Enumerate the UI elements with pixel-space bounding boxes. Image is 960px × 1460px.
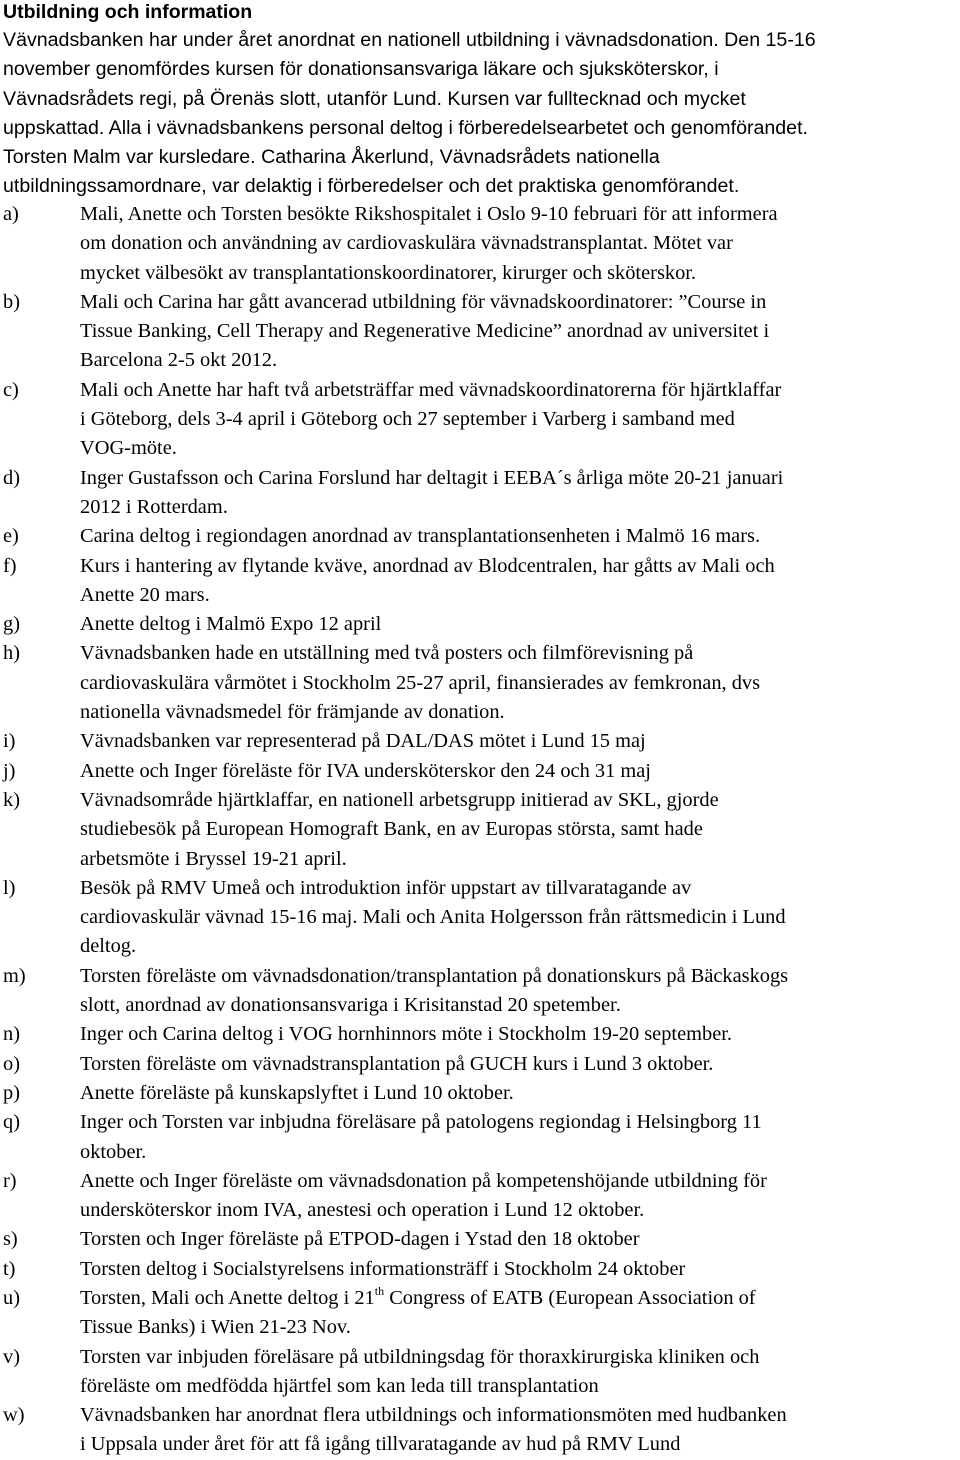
list-item-line: om donation och användning av cardiovaskulära vävnadstransplantat. Mötet var — [80, 232, 733, 255]
list-item-line: Tissue Banks) i Wien 21-23 Nov. — [80, 1316, 351, 1339]
list-item — [0, 757, 960, 786]
list-item — [0, 727, 960, 756]
ordinal-superscript: th — [374, 1283, 385, 1298]
intro-line: uppskattad. Alla i vävnadsbankens personal deltog i förberedelsearbetet och genomförandet. — [3, 116, 808, 139]
list-item-line: Inger och Torsten var inbjudna föreläsare på patologens regiondag i Helsingborg 11 — [80, 1111, 762, 1134]
list-item-marker: l) — [3, 876, 16, 899]
list-item-line: i Uppsala under året för att få igång tillvaratagande av hud på RMV Lund — [80, 1433, 681, 1456]
list-item — [0, 1401, 960, 1460]
list-item-marker: j) — [3, 759, 16, 782]
list-item-marker: m) — [3, 964, 26, 987]
intro-line: utbildningssamordnare, var delaktig i förberedelser och det praktiska genomförandet. — [3, 175, 740, 198]
list-item — [0, 1255, 960, 1284]
intro-line: november genomfördes kursen för donationsansvariga läkare och sjuksköterskor, i — [3, 58, 719, 81]
list-item-text — [80, 786, 960, 874]
list-item-line: Besök på RMV Umeå och introduktion inför uppstart av tillvaratagande av — [80, 876, 692, 899]
list-item-text — [80, 1108, 960, 1167]
list-item-line: Torsten föreläste om vävnadsdonation/transplantation på donationskurs på Bäckaskogs — [80, 964, 789, 987]
list-item-line: Mali och Anette har haft två arbetsträffar med vävnadskoordinatorerna för hjärtklaffar — [80, 378, 782, 401]
list-item-marker: v) — [3, 1345, 20, 1368]
list-item-line: Kurs i hantering av flytande kväve, anordnad av Blodcentralen, har gåtts av Mali och — [80, 554, 775, 577]
list-item — [0, 1108, 960, 1167]
list-item-line: föreläste om medfödda hjärtfel som kan leda till transplantation — [80, 1374, 599, 1397]
list-item-line: 2012 i Rotterdam. — [80, 495, 228, 518]
list-item-text — [80, 376, 960, 464]
list-item-line: Inger Gustafsson och Carina Forslund har deltagit i EEBA´s årliga möte 20-21 januari — [80, 466, 784, 489]
list-item — [0, 288, 960, 376]
list-item-line: Vävnadsbanken hade en utställning med två posters och filmförevisning på — [80, 642, 694, 665]
list-item-text — [80, 552, 960, 611]
list-item — [0, 1284, 960, 1343]
list-item-line: studiebesök på European Homograft Bank, en av Europas största, samt hade — [80, 818, 703, 841]
list-item-line: Torsten var inbjuden föreläsare på utbildningsdag för thoraxkirurgiska kliniken och — [80, 1345, 760, 1368]
list-item-text — [80, 200, 960, 288]
list-item — [0, 376, 960, 464]
intro-line: Vävnadsrådets regi, på Örenäs slott, utanför Lund. Kursen var fulltecknad och mycket — [3, 87, 746, 110]
list-item-marker: s) — [3, 1228, 18, 1251]
list-item-text — [80, 757, 960, 786]
list-item-text — [80, 1284, 960, 1343]
list-item-text — [80, 522, 960, 551]
list-item-text — [80, 464, 960, 523]
list-item-line: VOG-möte. — [80, 437, 177, 460]
list-item-line: Vävnadsområde hjärtklaffar, en nationell arbetsgrupp initierad av SKL, gjorde — [80, 788, 719, 811]
list-item — [0, 639, 960, 727]
list-item — [0, 786, 960, 874]
line-text: Torsten, Mali och Anette deltog i 21 — [80, 1286, 375, 1309]
list-item-marker: r) — [3, 1169, 17, 1192]
list-item-line: oktober. — [80, 1140, 147, 1163]
list-item-line: i Göteborg, dels 3-4 april i Göteborg och 27 september i Varberg i samband med — [80, 408, 735, 431]
list-item-marker: a) — [3, 203, 19, 225]
list-item-text — [80, 1401, 960, 1460]
list-item-line: Anette föreläste på kunskapslyftet i Lund 10 oktober. — [80, 1081, 514, 1104]
list-item-line: cardiovaskulära vårmötet i Stockholm 25-27 april, finansierades av femkronan, dvs — [80, 671, 761, 694]
list-item-line: Torsten deltog i Socialstyrelsens informationsträff i Stockholm 24 oktober — [80, 1257, 686, 1280]
list-item-line: Tissue Banking, Cell Therapy and Regenerative Medicine” anordnad av universitet i — [80, 320, 770, 343]
list-item-marker: t) — [3, 1257, 16, 1280]
list-item-line: Torsten föreläste om vävnadstransplantation på GUCH kurs i Lund 3 oktober. — [80, 1052, 714, 1075]
list-item-line — [80, 1284, 960, 1313]
list-item-line: arbetsmöte i Bryssel 19-21 april. — [80, 847, 347, 870]
list-item-text — [80, 962, 960, 1021]
list-item-text — [80, 1020, 960, 1049]
list-item-text — [80, 1079, 960, 1108]
list-item — [0, 1167, 960, 1226]
list-item-marker: u) — [3, 1286, 20, 1309]
list-item-line: Vävnadsbanken har anordnat flera utbildnings och informationsmöten med hudbanken — [80, 1404, 787, 1427]
list-item-text — [80, 727, 960, 756]
activity-list — [0, 200, 960, 1460]
list-item-marker: k) — [3, 788, 20, 811]
list-item — [0, 200, 960, 288]
list-item-text — [80, 1255, 960, 1284]
list-item-text — [80, 610, 960, 639]
list-item — [0, 522, 960, 551]
list-item — [0, 1343, 960, 1402]
list-item-marker: w) — [3, 1404, 25, 1427]
list-item-text — [80, 1050, 960, 1079]
list-item-line: nationella vävnadsmedel för främjande av donation. — [80, 701, 505, 724]
intro-line: Torsten Malm var kursledare. Catharina Åkerlund, Vävnadsrådets nationella — [3, 146, 660, 169]
list-item-line: Vävnadsbanken var representerad på DAL/DAS mötet i Lund 15 maj — [80, 730, 646, 753]
list-item-marker: f) — [3, 554, 17, 577]
list-item — [0, 1050, 960, 1079]
list-item-line: Anette 20 mars. — [80, 583, 210, 606]
list-item-text — [80, 1167, 960, 1226]
list-item-marker: h) — [3, 642, 20, 665]
list-item-line: Anette och Inger föreläste om vävnadsdonation på kompetenshöjande utbildning för — [80, 1169, 767, 1192]
list-item-marker: o) — [3, 1052, 20, 1075]
list-item — [0, 1225, 960, 1254]
intro-paragraph — [3, 26, 960, 202]
list-item-marker: b) — [3, 290, 20, 313]
list-item — [0, 610, 960, 639]
list-item-text — [80, 288, 960, 376]
list-item-line: Torsten och Inger föreläste på ETPOD-dagen i Ystad den 18 oktober — [80, 1228, 640, 1251]
list-item — [0, 1079, 960, 1108]
list-item-marker: e) — [3, 525, 19, 548]
list-item-marker: i) — [3, 730, 16, 753]
list-item-text — [80, 1343, 960, 1402]
list-item-text — [80, 1225, 960, 1254]
list-item-marker: q) — [3, 1111, 20, 1134]
list-item-text — [80, 639, 960, 727]
list-item — [0, 962, 960, 1021]
list-item-marker: d) — [3, 466, 20, 489]
section-heading: Utbildning och information — [3, 1, 253, 23]
list-item — [0, 1020, 960, 1049]
list-item-line: Mali och Carina har gått avancerad utbildning för vävnadskoordinatorer: ”Course in — [80, 290, 767, 313]
list-item-line: mycket välbesökt av transplantationskoordinatorer, kirurger och sköterskor. — [80, 261, 697, 284]
list-item-line: cardiovaskulär vävnad 15-16 maj. Mali och Anita Holgersson från rättsmedicin i Lund — [80, 906, 786, 929]
list-item-marker: n) — [3, 1023, 20, 1046]
list-item-line: deltog. — [80, 935, 137, 958]
list-item-line: Carina deltog i regiondagen anordnad av transplantationsenheten i Malmö 16 mars. — [80, 525, 761, 548]
list-item — [0, 552, 960, 611]
intro-line: Vävnadsbanken har under året anordnat en nationell utbildning i vävnadsdonation. Den 15-16 — [3, 29, 816, 51]
list-item — [0, 464, 960, 523]
list-item-marker: c) — [3, 378, 19, 401]
list-item-line: slott, anordnad av donationsansvariga i Krisitanstad 20 spetember. — [80, 994, 621, 1017]
list-item-line: Mali, Anette och Torsten besökte Rikshospitalet i Oslo 9-10 februari för att informera — [80, 203, 778, 225]
list-item-marker: p) — [3, 1081, 20, 1104]
list-item-marker: g) — [3, 613, 20, 636]
list-item-line: Barcelona 2-5 okt 2012. — [80, 349, 278, 372]
list-item-line: Inger och Carina deltog i VOG hornhinnors möte i Stockholm 19-20 september. — [80, 1023, 733, 1046]
list-item-text — [80, 874, 960, 962]
list-item-line: Anette och Inger föreläste för IVA undersköterskor den 24 och 31 maj — [80, 759, 651, 782]
line-text: Congress of EATB (European Association of — [384, 1286, 756, 1309]
list-item — [0, 874, 960, 962]
list-item-line: undersköterskor inom IVA, anestesi och operation i Lund 12 oktober. — [80, 1199, 645, 1222]
list-item-line: Anette deltog i Malmö Expo 12 april — [80, 613, 382, 636]
